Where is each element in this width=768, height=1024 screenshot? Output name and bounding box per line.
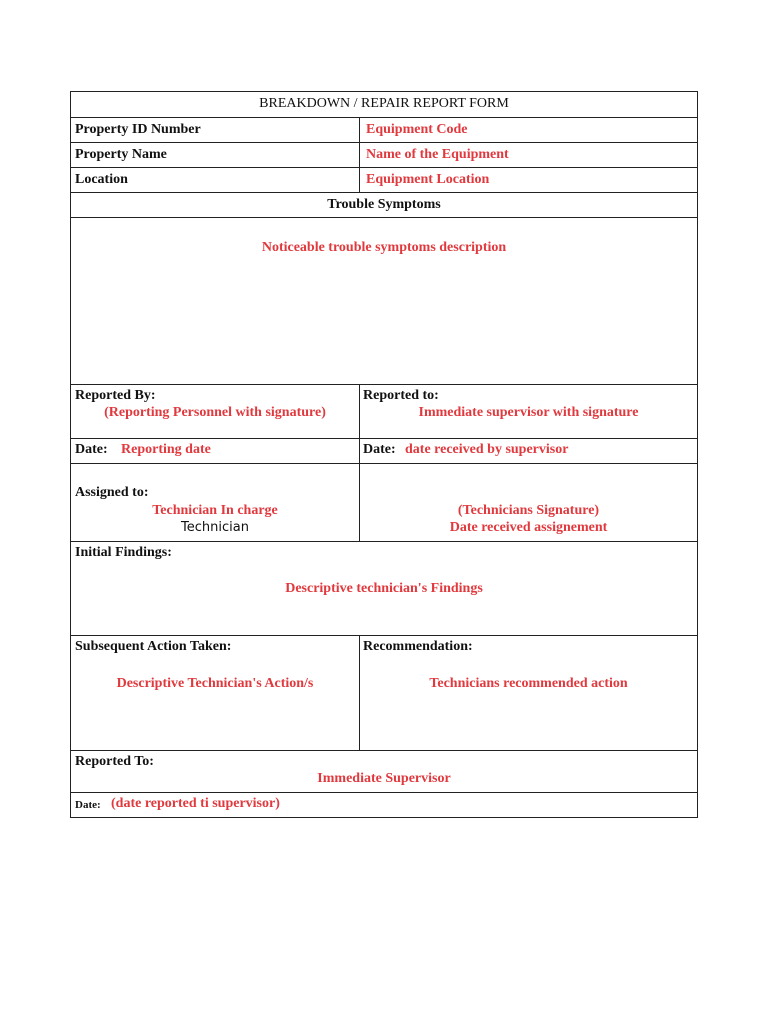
location-value: Equipment Location (366, 172, 490, 187)
date-left-value: Reporting date (121, 442, 211, 457)
reported-to2-value: Immediate Supervisor (317, 771, 451, 786)
trouble-label: Trouble Symptoms (327, 197, 441, 212)
location-label: Location (75, 172, 128, 187)
property-name-value-cell[interactable] (359, 142, 698, 168)
date-label: Date: (363, 442, 396, 457)
reported-to-final-cell[interactable] (70, 750, 698, 793)
findings-cell[interactable] (70, 541, 698, 636)
assigned-label: Assigned to: (75, 485, 149, 500)
reported-to2-label: Reported To: (75, 754, 154, 769)
form-title: BREAKDOWN / REPAIR REPORT FORM (259, 96, 509, 111)
property-id-label: Property ID Number (75, 122, 201, 137)
date-left-cell[interactable] (70, 438, 360, 464)
action-label: Subsequent Action Taken: (75, 639, 232, 654)
action-value: Descriptive Technician's Action/s (116, 676, 314, 691)
assigned-value: Technician In charge (152, 503, 278, 518)
property-name-value: Name of the Equipment (366, 147, 509, 162)
trouble-value: Noticeable trouble symptoms description (261, 240, 507, 255)
recommend-value: Technicians recommended action (429, 676, 628, 691)
title-cell (70, 91, 698, 118)
trouble-description-cell[interactable] (70, 217, 698, 385)
date-label: Date: (75, 442, 108, 457)
reported-by-cell[interactable] (70, 384, 360, 439)
reported-by-value: (Reporting Personnel with signature) (104, 405, 326, 420)
tech-date: Date received assignement (449, 520, 608, 535)
date-right-value: date received by supervisor (405, 442, 569, 457)
findings-value: Descriptive technician's Findings (285, 581, 483, 596)
property-name-label-cell (70, 142, 360, 168)
assigned-cell[interactable] (70, 463, 360, 542)
trouble-header-cell (70, 192, 698, 218)
property-id-value: Equipment Code (366, 122, 468, 137)
final-date-label: Date: (75, 799, 101, 811)
findings-label: Initial Findings: (75, 545, 172, 560)
action-cell[interactable] (70, 635, 360, 751)
reported-to-cell[interactable] (359, 384, 698, 439)
reported-to-value: Immediate supervisor with signature (418, 405, 639, 420)
location-value-cell[interactable] (359, 167, 698, 193)
reported-by-label: Reported By: (75, 388, 156, 403)
assigned-sub: Technician (181, 520, 249, 535)
property-name-label: Property Name (75, 147, 167, 162)
tech-signature-cell[interactable] (359, 463, 698, 542)
property-id-label-cell (70, 117, 360, 143)
recommendation-cell[interactable] (359, 635, 698, 751)
final-date-cell[interactable] (70, 792, 698, 818)
property-id-value-cell[interactable] (359, 117, 698, 143)
tech-signature: (Technicians Signature) (457, 503, 600, 518)
location-label-cell (70, 167, 360, 193)
date-right-cell[interactable] (359, 438, 698, 464)
recommend-label: Recommendation: (363, 639, 473, 654)
final-date-value: (date reported ti supervisor) (111, 796, 280, 811)
reported-to-label: Reported to: (363, 388, 439, 403)
